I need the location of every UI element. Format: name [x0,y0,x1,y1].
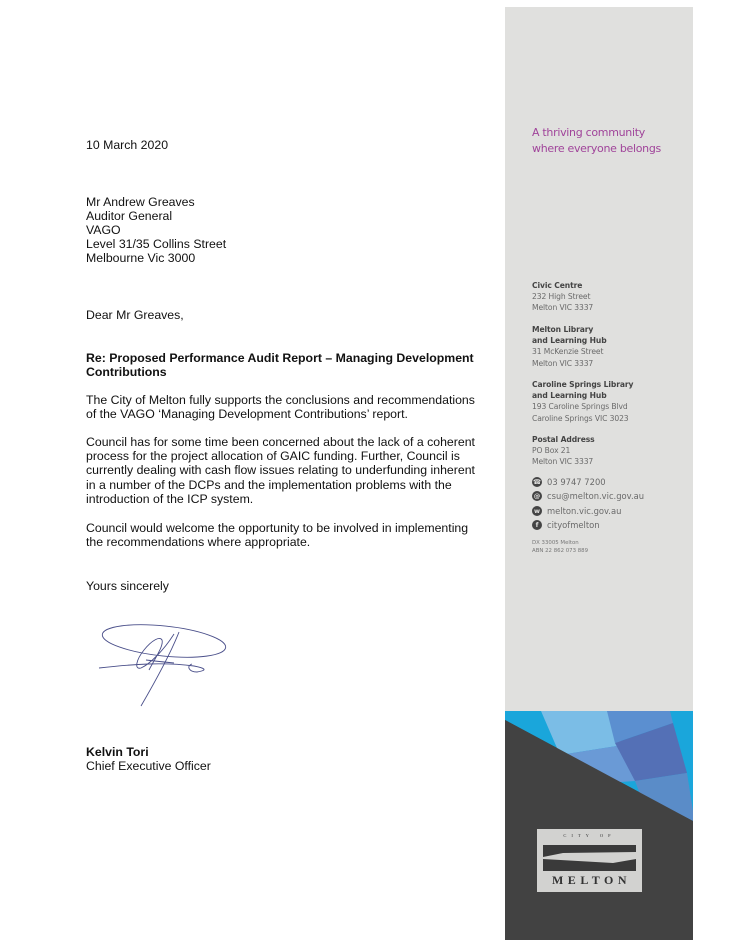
location-line: Caroline Springs VIC 3023 [532,413,629,423]
decorative-graphic [505,711,693,940]
contact-text: melton.vic.gov.au [547,506,622,516]
city-of-melton-logo [537,829,642,892]
subject-line-1: Re: Proposed Performance Audit Report – Managing Development [86,351,474,365]
location-heading: Civic Centre [532,281,583,290]
location-heading: and Learning Hub [532,336,607,346]
address-melton-library [532,324,607,369]
contact-website [532,505,621,517]
address-caroline-springs-library [532,379,633,424]
location-line: 193 Caroline Springs Blvd [532,402,628,412]
contact-text: cityofmelton [547,520,600,530]
address-postal [532,434,595,468]
signatory-name: Kelvin Tori [86,745,149,759]
signature-image [94,620,244,715]
recipient-address-2: Melbourne Vic 3000 [86,251,196,265]
location-line: Melton VIC 3337 [532,303,594,313]
location-line: Melton VIC 3337 [532,457,594,467]
recipient-title: Auditor General [86,209,173,223]
tagline [532,125,661,156]
salutation: Dear Mr Greaves, [86,308,184,322]
recipient-org: VAGO [86,223,121,237]
dx-abn-block [532,540,588,555]
address-civic-centre [532,280,593,314]
dx-number: DX 33005 Melton [532,540,579,546]
logo-emblem [543,845,636,871]
paragraph-concerns: Council has for some time been concerned about the lack of a coherent process for the project allocation of GAIC funding. Further, Council is currently dealing with cash flow issues relating to underfunding inherent in a number of the DCPs and the implementation problems with the introduction of the ICP system. [86,435,475,506]
letterhead-sidebar [505,7,693,940]
logo-city-of-text: CITY OF [563,833,616,838]
location-heading: Melton Library [532,325,594,334]
location-line: 232 High Street [532,292,591,302]
signatory-title: Chief Executive Officer [86,759,211,773]
email-icon: @ [533,491,541,500]
phone-icon: ☎ [532,477,542,486]
contact-text: csu@melton.vic.gov.au [547,491,645,501]
contact-email [532,490,644,502]
facebook-icon: f [532,520,542,530]
logo-melton-text: MELTON [551,873,632,887]
subject-line-2: Contributions [86,365,167,379]
contact-text: 03 9747 7200 [547,477,606,487]
contact-facebook [532,519,600,531]
location-heading: Postal Address [532,435,595,444]
closing: Yours sincerely [86,579,169,593]
paragraph-support: The City of Melton fully supports the conclusions and recommendations of the VAGO ‘Managing Development Contributions’ report. [86,393,475,422]
location-heading: and Learning Hub [532,391,607,401]
location-line: PO Box 21 [532,446,571,456]
web-icon: w [533,506,540,515]
paragraph-welcome: Council would welcome the opportunity to be involved in implementing the recommendations where appropriate. [86,521,469,550]
recipient-address-1: Level 31/35 Collins Street [86,237,227,251]
abn-number: ABN 22 862 073 889 [532,547,588,554]
tagline-line-2: where everyone belongs [532,141,661,155]
location-line: 31 McKenzie Street [532,347,604,357]
location-line: Melton VIC 3337 [532,358,594,368]
recipient-name: Mr Andrew Greaves [86,195,195,209]
contact-phone [532,476,606,488]
tagline-line-1: A thriving community [532,126,645,139]
location-heading: Caroline Springs Library [532,380,634,389]
letter-date: 10 March 2020 [86,138,169,152]
